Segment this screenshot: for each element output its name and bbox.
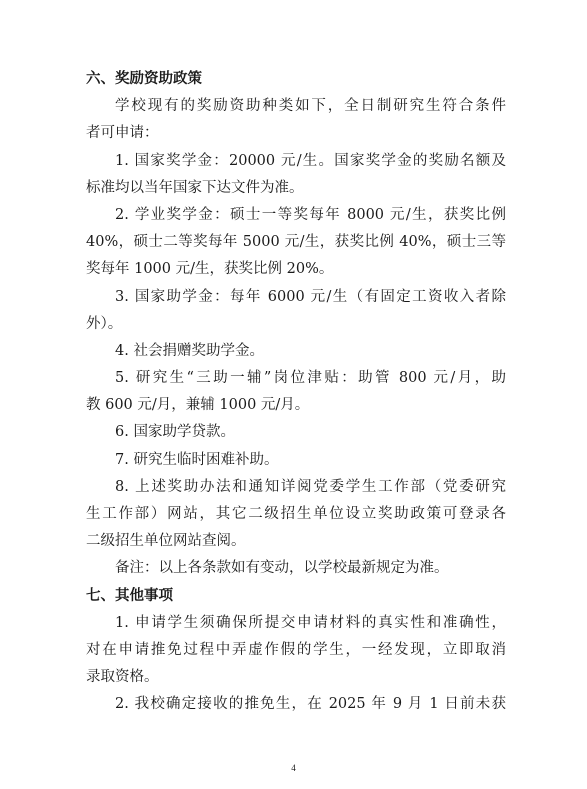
page-number: 4 — [291, 763, 296, 773]
paragraph-line: 教 600 元/月，兼辅 1000 元/月。 — [86, 397, 310, 414]
document-body — [86, 66, 506, 719]
paragraph-line: 4. 社会捐赠奖助学金。 — [115, 342, 264, 359]
paragraph-line: 7. 研究生临时困难补助。 — [115, 451, 279, 468]
paragraph-line: 二级招生单位网站查阅。 — [86, 533, 246, 550]
intro-line: 者可申请： — [86, 125, 159, 142]
paragraph-line: 6. 国家助学贷款。 — [115, 424, 235, 441]
intro-line: 学校现有的奖励资助种类如下，全日制研究生符合条件 — [115, 98, 506, 115]
paragraph-line: 奖每年 1000 元/生，获奖比例 20%。 — [86, 261, 334, 278]
paragraph-line: 40%，硕士二等奖每年 5000 元/生，获奖比例 40%，硕士三等 — [86, 234, 506, 251]
paragraph-line: 对在申请推免过程中弄虚作假的学生，一经发现，立即取消 — [86, 641, 506, 658]
note-line: 备注：以上各条款如有变动，以学校最新规定为准。 — [115, 560, 449, 577]
paragraph-line: 1. 申请学生须确保所提交申请材料的真实性和准确性， — [115, 614, 506, 631]
section-heading-rewards: 六、奖励资助政策 — [86, 71, 202, 87]
paragraph-line: 生工作部）网站，其它二级招生单位设立奖助政策可登录各 — [86, 506, 506, 522]
paragraph-line: 8. 上述奖助办法和通知详阅党委学生工作部（党委研究 — [115, 478, 506, 495]
paragraph-line: 外）。 — [86, 315, 123, 332]
paragraph-line: 标准均以当年国家下达文件为准。 — [86, 179, 304, 196]
paragraph-line: 1. 国家奖学金：20000 元/生。国家奖学金的奖励名额及 — [115, 152, 506, 169]
paragraph-line: 录取资格。 — [86, 669, 159, 686]
paragraph-line: 3. 国家助学金：每年 6000 元/生（有固定工资收入者除 — [115, 288, 506, 305]
section-heading-other: 七、其他事项 — [86, 587, 173, 604]
paragraph-line: 2. 我校确定接收的推免生，在 2025 年 9 月 1 日前未获 — [115, 696, 506, 713]
paragraph-line: 2. 学业奖学金：硕士一等奖每年 8000 元/生，获奖比例 — [115, 206, 506, 223]
paragraph-line: 5. 研究生“三助一辅”岗位津贴：助管 800 元/月，助 — [115, 370, 506, 387]
